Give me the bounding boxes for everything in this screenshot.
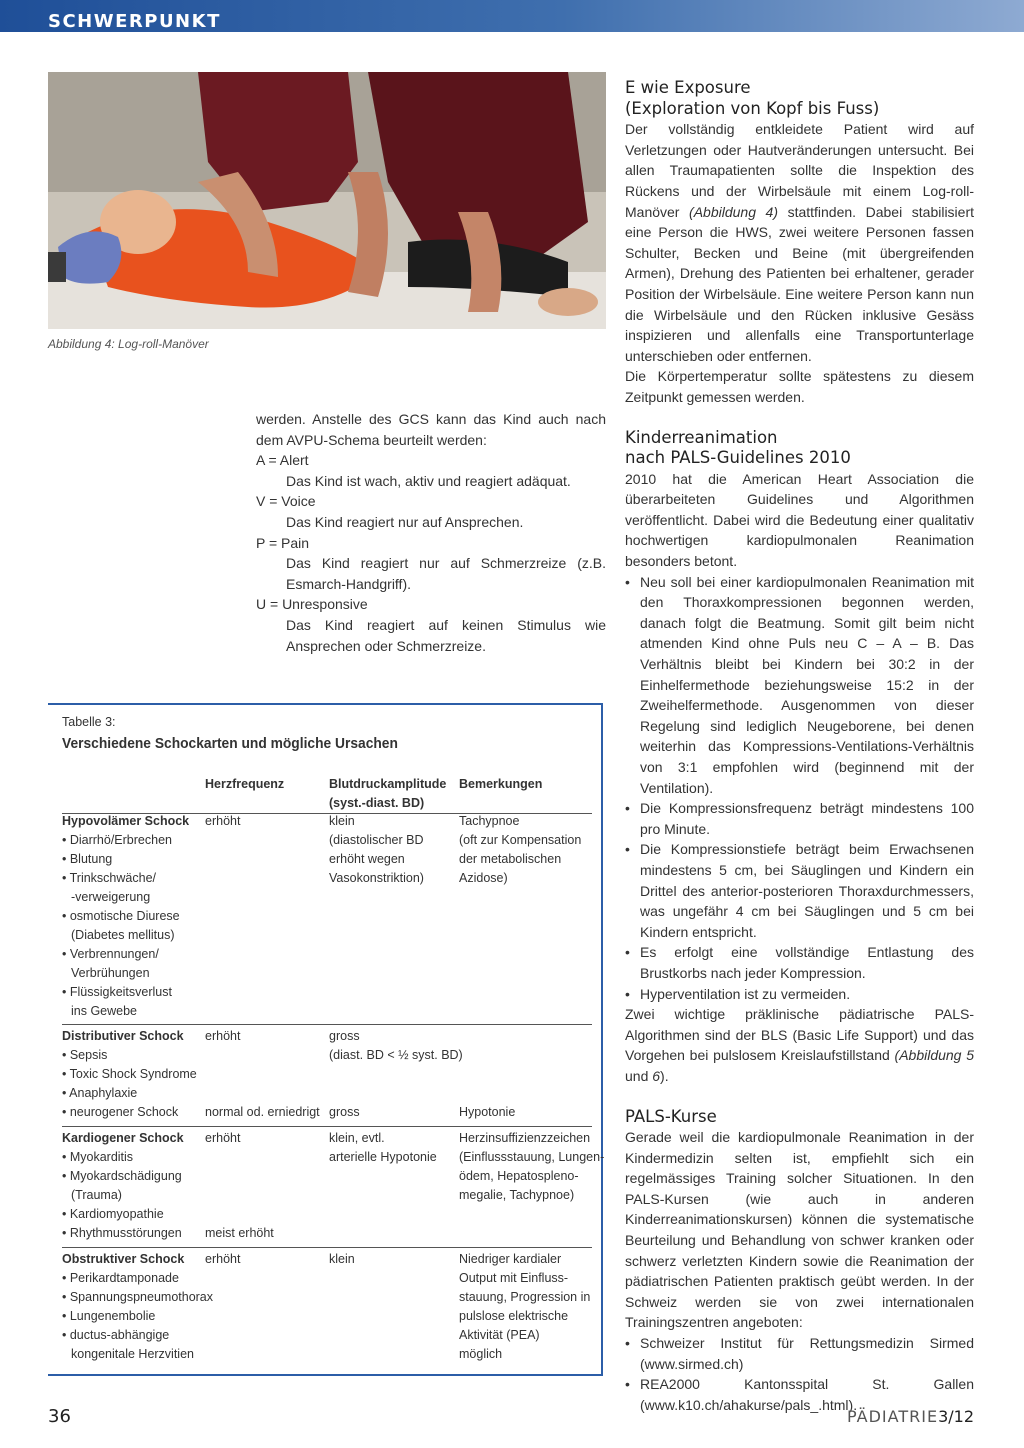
shock-type-name: Obstruktiver Schock <box>62 1252 185 1266</box>
heart-rate-cell: erhöht <box>205 1252 241 1266</box>
figure-caption: Abbildung 4: Log-roll-Manöver <box>48 337 209 351</box>
avpu-label-v: V = Voice <box>256 493 316 510</box>
table-row-hypovolemic <box>62 812 189 1021</box>
row-divider <box>62 1024 592 1025</box>
paragraph: 2010 hat die American Heart Association die überarbeiteten Guidelines und Algorithmen veröffentlicht. Dabei wird die Bedeutung einer qualitativ hochwertigen kardiopulmonalen Reanimation besonders betont. <box>625 470 974 570</box>
table-label: Tabelle 3: <box>62 715 116 729</box>
remarks-line: Aktivität (PEA) <box>459 1328 540 1342</box>
remarks-line: (Einflussstauung, Lungen- <box>459 1150 605 1164</box>
remarks-line: möglich <box>459 1347 503 1361</box>
avpu-desc-p: Das Kind reagiert nur auf Schmerzreize (z.B. Esmarch-Handgriff). <box>286 555 606 592</box>
list-item: • Neu soll bei einer kardiopulmonalen Reanimation mit den Thoraxkompressionen begonnen werden, danach folgt die Beatmung. Somit gilt beim nicht atmenden Kind ohne Puls neu C – A – B. Das Verhältnis bleibt bei Kindern bei 30:2 in der Einhelfermethode beziehungsweise 15:2 in der Zweihelfermethode. Ausgenommen von dieser Regelung sind lediglich Neugeborene, bei denen weiterhin das Kompressions-Ventilations-Verhältnis von 3:1 empfohlen wird (beginnend mit der Ventilation). <box>625 572 974 799</box>
cause-item: • Flüssigkeitsverlust <box>62 985 172 999</box>
row-divider <box>62 1247 592 1248</box>
remarks-cell <box>459 1129 604 1205</box>
cause-item: • Blutung <box>62 852 113 866</box>
remarks-line: Azidose) <box>459 871 508 885</box>
bp-line: arterielle Hypotonie <box>329 1150 437 1164</box>
cause-item: • Myokarditis <box>62 1150 134 1164</box>
figure-reference: (Abbildung 4) <box>689 203 778 220</box>
avpu-desc-a: Das Kind ist wach, aktiv und reagiert adäquat. <box>286 472 571 489</box>
remarks-line: Niedriger kardialer <box>459 1252 562 1266</box>
heart-rate-cell: erhöht <box>205 814 241 828</box>
avpu-label-p: P = Pain <box>256 534 310 551</box>
heading-line: Kinderreanimation <box>625 427 778 447</box>
col-header-heart-rate: Herzfrequenz <box>205 777 285 791</box>
list-item: • REA2000 Kantonsspital St. Gallen (www.k10.ch/ahakurse/pals_.html). <box>625 1374 974 1415</box>
bp-cell: gross <box>329 1105 360 1119</box>
cause-item-cont: (Trauma) <box>71 1188 122 1202</box>
remarks-line: der metabolischen <box>459 852 562 866</box>
shock-type-name: Hypovolämer Schock <box>62 814 190 828</box>
list-item: • Die Kompressionstiefe beträgt beim Erwachsenen mindestens 5 cm, bei Säuglingen und Kindern ein Drittel des anterior-posterioren Thoraxdurchmessers, was ungefähr 4 cm bei Säuglingen und 5 cm bei Kindern entspricht. <box>625 839 974 942</box>
bullet-list <box>625 1333 974 1415</box>
cause-item: • Trinkschwäche/ <box>62 871 156 885</box>
avpu-label-a: A = Alert <box>256 452 309 469</box>
paragraph: Gerade weil die kardiopulmonale Reanimation in der Kindermedizin selten ist, empfiehlt sich ein regelmässiges Training solcher Situationen. In den PALS-Kursen (wie auch in anderen Kinderreanimationskursen) können die systematische Beurteilung und Behandlung von schwer kranken oder schwerz verletzten Kindern sowie die Reanimation der pädiatrischen Patienten praktisch geübt werden. In der Schweiz werden sie von zwei internationalen Trainingszentren angeboten: <box>625 1129 974 1331</box>
cause-item: • Myokardschädigung <box>62 1169 182 1183</box>
list-item: • Hyperventilation ist zu vermeiden. <box>625 984 974 1005</box>
heart-rate-cell: normal od. erniedrigt <box>205 1105 320 1119</box>
bullet-list <box>625 572 974 1004</box>
photo-illustration <box>48 72 606 329</box>
remarks-line: Tachypnoe <box>459 814 520 828</box>
cause-item: • Rhythmusstörungen <box>62 1226 182 1240</box>
table-row-obstructive <box>62 1250 213 1364</box>
list-item: • Es erfolgt eine vollständige Entlastung des Brustkorbs nach jeder Kompression. <box>625 942 974 983</box>
heart-rate-cell: erhöht <box>205 1029 241 1043</box>
log-roll-photo <box>48 72 606 329</box>
section-heading-pals <box>625 428 974 469</box>
cause-item: • Verbrennungen/ <box>62 947 159 961</box>
section-heading-exposure <box>625 78 974 119</box>
paragraph: Der vollständig entkleidete Patient wird auf Verletzungen oder Hautveränderungen untersucht. Bei allen Traumapatienten sollte die Inspektion des Rückens und der Wirbelsäule mit einem Log-roll-Manöver (Abbildung 4) stattfinden. Dabei stabilisiert eine Person die HWS, zwei weitere Personen fassen Schulter, Becken und Beine (mit übergreifenden Armen), Drehung des Patienten bei erhaltener, gerader Position der Wirbelsäule. Eine weitere Person kann nun die Wirbelsäule und den Rücken inklusive Gesäss inspizieren und allenfalls eine Transportunterlage unterschieben oder entfernen. <box>625 121 975 364</box>
cause-item: • Sepsis <box>62 1048 108 1062</box>
remarks-line: pulslose elektrische <box>459 1309 569 1323</box>
bp-cell <box>329 1129 437 1167</box>
cause-item: • neurogener Schock <box>62 1105 179 1119</box>
avpu-desc-v: Das Kind reagiert nur auf Ansprechen. <box>286 513 524 530</box>
bp-line: klein, evtl. <box>329 1131 385 1145</box>
heart-rate-cell: meist erhöht <box>205 1226 274 1240</box>
avpu-label-u: U = Unresponsive <box>256 596 368 613</box>
paragraph: Zwei wichtige präklinische pädiatrische PALS-Algorithmen sind der BLS (Basic Life Support) und das Vorgehen bei pulslosem Kreislaufstillstand (Abbildung 5 und 6). <box>625 1006 974 1084</box>
cause-item: • Lungenembolie <box>62 1309 156 1323</box>
remarks-line: Herzinsuffizienzzeichen <box>459 1131 591 1145</box>
avpu-desc-u: Das Kind reagiert auf keinen Stimulus wie Ansprechen oder Schmerzreize. <box>286 616 606 654</box>
col-header-bp-line2: (syst.-diast. BD) <box>329 796 425 810</box>
cause-item-cont: ins Gewebe <box>71 1004 138 1018</box>
avpu-text <box>256 409 606 656</box>
remarks-line: megalie, Tachypnoe) <box>459 1188 575 1202</box>
right-column <box>625 78 974 1415</box>
row-divider <box>62 1126 592 1127</box>
remarks-cell <box>459 812 581 888</box>
bp-line: Vasokonstriktion) <box>329 871 424 885</box>
remarks-line: Output mit Einfluss- <box>459 1271 569 1285</box>
cause-item-cont: kongenitale Herzvitien <box>71 1347 194 1361</box>
remarks-line: (oft zur Kompensation <box>459 833 582 847</box>
heading-line: (Exploration von Kopf bis Fuss) <box>625 98 880 118</box>
col-header-bp <box>329 775 446 813</box>
bp-line: gross <box>329 1029 360 1043</box>
cause-item: • Anaphylaxie <box>62 1086 138 1100</box>
bp-line: (diast. BD < ½ syst. BD) <box>329 1048 463 1062</box>
table-title: Verschiedene Schockarten und mögliche Ursachen <box>62 735 398 752</box>
table-row-distributive <box>62 1027 197 1122</box>
issue-number: 3/12 <box>938 1407 974 1426</box>
cause-item: • Diarrhö/Erbrechen <box>62 833 172 847</box>
remarks-line: stauung, Progression in <box>459 1290 591 1304</box>
section-heading-pals-courses: PALS-Kurse <box>625 1106 717 1126</box>
list-item: • Die Kompressionsfrequenz beträgt mindestens 100 pro Minute. <box>625 798 974 839</box>
heart-rate-cell: erhöht <box>205 1131 241 1145</box>
heading-line: nach PALS-Guidelines 2010 <box>625 448 851 468</box>
cause-item-cont: Verbrühungen <box>71 966 150 980</box>
magazine-name: PÄDIATRIE <box>847 1407 939 1426</box>
col-header-remarks: Bemerkungen <box>459 777 543 791</box>
cause-item-cont: -verweigerung <box>71 890 151 904</box>
cause-item: • Spannungspneumothorax <box>62 1290 214 1304</box>
cause-item: • Kardiomyopathie <box>62 1207 164 1221</box>
heading-line: E wie Exposure <box>625 78 751 97</box>
paragraph: Die Körpertemperatur sollte spätestens zu diesem Zeitpunkt gemessen werden. <box>625 368 974 405</box>
page-number: 36 <box>48 1406 71 1427</box>
remarks-line: ödem, Hepatospleno- <box>459 1169 579 1183</box>
avpu-intro: werden. Anstelle des GCS kann das Kind auch nach dem AVPU-Schema beurteilt werden: <box>256 411 606 448</box>
list-item: • Schweizer Institut für Rettungsmedizin Sirmed (www.sirmed.ch) <box>625 1333 974 1374</box>
cause-item: • ductus-abhängige <box>62 1328 170 1342</box>
bp-line: erhöht wegen <box>329 852 405 866</box>
bp-cell <box>329 812 424 888</box>
shock-type-name: Distributiver Schock <box>62 1029 184 1043</box>
figure-reference: (Abbildung 5 <box>894 1047 974 1064</box>
col-header-bp-line1: Blutdruckamplitude <box>329 777 447 791</box>
cause-item: • osmotische Diurese <box>62 909 180 923</box>
figure-reference: 6 <box>652 1067 661 1084</box>
header-bar <box>0 0 1024 32</box>
bp-cell <box>329 1027 463 1065</box>
remarks-cell <box>459 1250 590 1364</box>
bp-cell: klein <box>329 1252 355 1266</box>
remarks-cell: Hypotonie <box>459 1105 516 1119</box>
bp-line: klein <box>329 814 355 828</box>
table-row-cardiogenic <box>62 1129 184 1243</box>
shock-type-name: Kardiogener Schock <box>62 1131 184 1145</box>
magazine-issue <box>847 1407 974 1426</box>
section-title: SCHWERPUNKT <box>48 11 221 32</box>
cause-item: • Perikardtamponade <box>62 1271 179 1285</box>
bp-line: (diastolischer BD <box>329 833 424 847</box>
cause-item-cont: (Diabetes mellitus) <box>71 928 175 942</box>
cause-item: • Toxic Shock Syndrome <box>62 1067 197 1081</box>
